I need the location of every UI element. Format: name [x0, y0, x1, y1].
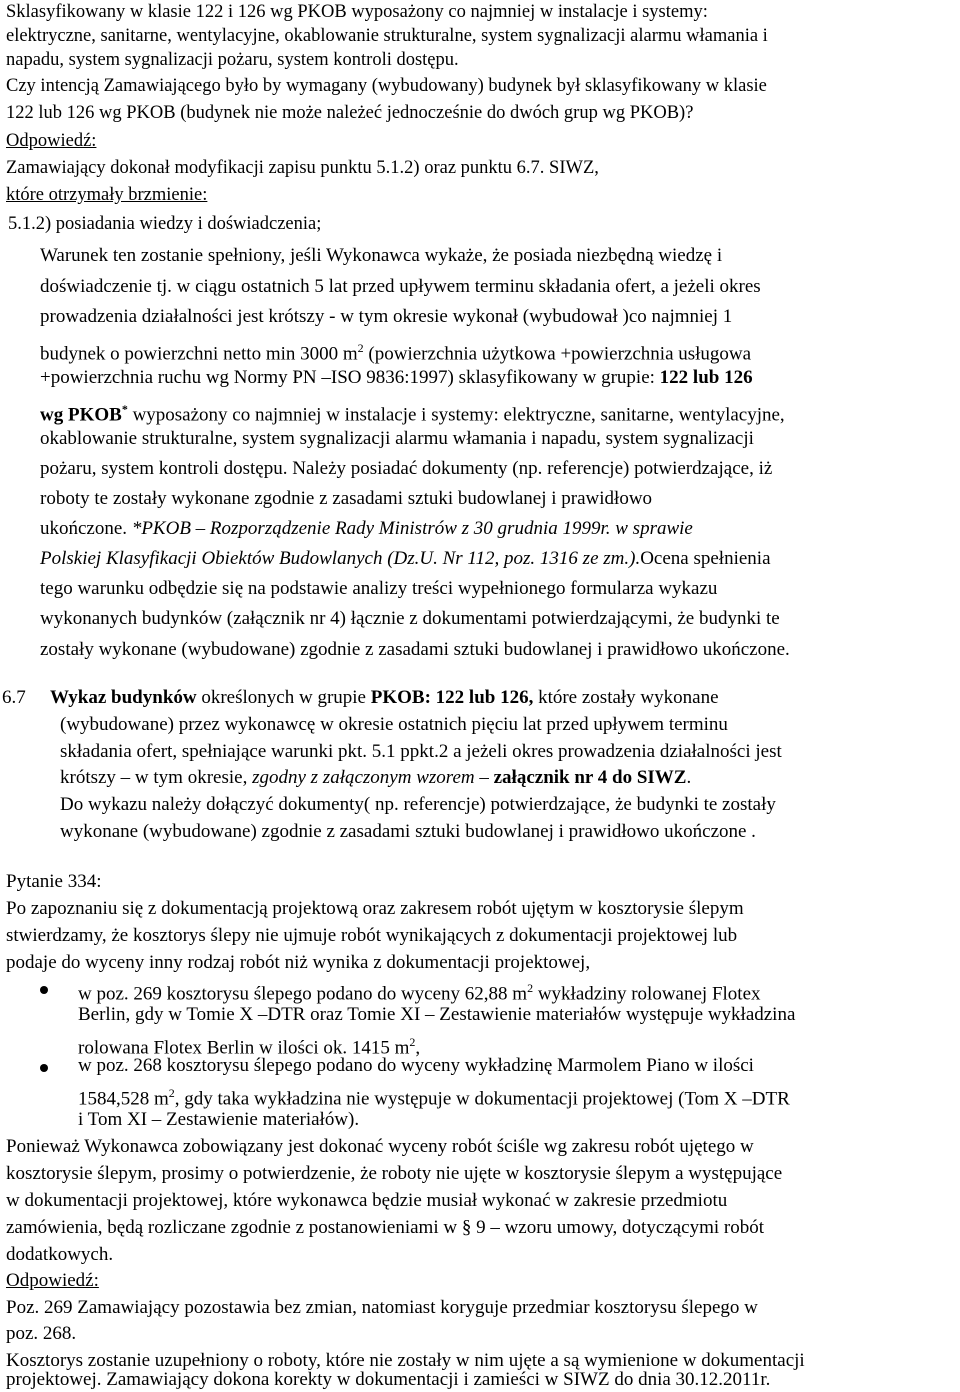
question-334-para-3: w dokumentacji projektowej, które wykonawca będzie musiał wykonać w zakresie przedmiotu	[6, 1190, 728, 1211]
answer-line-1: Zamawiający dokonał modyfikacji zapisu punktu 5.1.2) oraz punktu 6.7. SIWZ,	[6, 158, 599, 178]
answer-2-line-3: Kosztorys zostanie uzupełniony o roboty, które nie zostały w nim ujęte a są wymienione w dokumentacji	[6, 1350, 805, 1371]
bullet-2-line-1: w poz. 268 kosztorysu ślepego podano do wyceny wykładzinę Marmolem Piano w ilości	[78, 1055, 754, 1076]
answer-2-line-4: projektowej. Zamawiający dokona korekty w dokumentacji i zamieści w SIWZ do dnia 30.12.2011r.	[6, 1369, 771, 1390]
section-67-line-3: składania ofert, spełniające warunki pkt. 5.1 ppkt.2 a jeżeli okres prowadzenia działalności jest	[60, 741, 782, 762]
answer-label: Odpowiedź:	[6, 131, 97, 151]
answer-line-2: które otrzymały brzmienie:	[6, 185, 208, 205]
answer-2-line-2: poz. 268.	[6, 1323, 77, 1344]
question-334-para-1: Ponieważ Wykonawca zobowiązany jest dokonać wyceny robót ściśle wg zakresu robót ujętego w	[6, 1136, 754, 1157]
question-334-line-2: stwierdzamy, że kosztorys ślepy nie ujmuje robót wynikających z dokumentacji projektowej lub	[6, 925, 738, 946]
text-span: –	[474, 767, 494, 788]
section-512-line-7: okablowanie strukturalne, system sygnalizacji alarmu włamania i napadu, system sygnalizacji	[40, 428, 754, 449]
superscript: *	[121, 402, 128, 416]
bullet-1-line-1	[78, 976, 761, 1006]
italic-span: zgodny z załączonym wzorem	[252, 767, 475, 788]
text-span: rolowana Flotex Berlin w ilości ok. 1415 m	[78, 1037, 410, 1059]
text-span: wyposażony co najmniej w instalacje i systemy: elektryczne, sanitarne, wentylacyjne,	[127, 404, 785, 426]
section-512-line-1: Warunek ten zostanie spełniony, jeśli Wykonawca wykaże, że posiada niezbędną wiedzę i	[40, 245, 723, 266]
superscript: 2	[409, 1035, 416, 1049]
question-334-para-4: zamówienia, będą rozliczane zgodnie z postanowieniami w § 9 – wzoru umowy, dotyczącymi robót	[6, 1217, 764, 1238]
section-512-line-14: zostały wykonane (wybudowane) zgodnie z zasadami sztuki budowlanej i prawidłowo ukończone.	[40, 639, 790, 660]
bullet-icon	[40, 986, 48, 994]
section-67-line-1	[50, 686, 719, 710]
text-span: które zostały wykonane	[533, 687, 719, 708]
section-512-line-2: doświadczenie tj. w ciągu ostatnich 5 lat przed upływem terminu składania ofert, a jeżeli okres	[40, 276, 761, 297]
text-span: budynek o powierzchni netto min 3000 m	[40, 343, 358, 365]
text-span: ukończone.	[40, 518, 132, 539]
section-67-line-5: Do wykazu należy dołączyć dokumenty( np. referencje) potwierdzające, że budynki te zostały	[60, 794, 776, 815]
section-512-line-11	[40, 547, 771, 571]
text-span: w poz. 269 kosztorysu ślepego podano do wyceny 62,88 m	[78, 983, 528, 1005]
bold-span: wg PKOB	[40, 404, 122, 426]
question-334-para-5: dodatkowych.	[6, 1244, 114, 1265]
section-512-line-5	[40, 366, 753, 390]
section-67-line-6: wykonane (wybudowane) zgodnie z zasadami sztuki budowlanej i prawidłowo ukończone .	[60, 821, 756, 842]
section-67-line-2: (wybudowane) przez wykonawcę w okresie ostatnich pięciu lat przed upływem terminu	[60, 714, 728, 735]
question-line-2: 122 lub 126 wg PKOB (budynek nie może należeć jednocześnie do dwóch grup wg PKOB)?	[6, 103, 694, 123]
bold-span: PKOB: 122 lub 126,	[370, 687, 534, 708]
answer-2-label: Odpowiedź:	[6, 1270, 99, 1291]
italic-span: *PKOB – Rozporządzenie Rady Ministrów z 30 grudnia 1999r. w sprawie	[131, 518, 693, 539]
bullet-2-line-3: i Tom XI – Zestawienie materiałów).	[78, 1109, 360, 1130]
section-67-line-4	[60, 766, 691, 790]
superscript: 2	[357, 341, 364, 355]
text-span: , gdy taka wykładzina nie występuje w dokumentacji projektowej (Tom X –DTR	[174, 1088, 790, 1110]
question-334-title: Pytanie 334:	[6, 871, 102, 892]
section-67-number: 6.7	[2, 687, 26, 708]
question-line-1: Czy intencją Zamawiającego było by wymagany (wybudowany) budynek był sklasyfikowany w klasie	[6, 76, 767, 96]
bold-span: załącznik nr 4 do SIWZ	[493, 767, 687, 788]
superscript: 2	[168, 1086, 175, 1100]
text-span: (powierzchnia użytkowa +powierzchnia usługowa	[363, 343, 752, 365]
text-span: ,	[415, 1037, 421, 1059]
section-512-line-3: prowadzenia działalności jest krótszy - w tym okresie wykonał (wybudował )co najmniej 1	[40, 306, 733, 327]
bullet-icon	[40, 1064, 48, 1072]
italic-span: Polskiej Klasyfikacji Obiektów Budowlanych (Dz.U. Nr 112, poz. 1316 ze zm.).	[40, 548, 641, 569]
section-512-line-6	[40, 397, 785, 427]
bullet-1-line-2: Berlin, gdy w Tomie X –DTR oraz Tomie XI – Zestawienie materiałów występuje wykładzina	[78, 1004, 796, 1025]
section-512-line-13: wykonanych budynków (załącznik nr 4) łącznie z dokumentami potwierdzającymi, że budynki te	[40, 608, 780, 629]
text-span: +powierzchnia ruchu wg Normy PN –ISO 9836:1997) sklasyfikowany w grupie:	[40, 367, 660, 388]
bold-span: 122 lub 126	[659, 367, 753, 388]
question-334-para-2: kosztorysie ślepym, prosimy o potwierdzenie, że roboty nie ujęte w kosztorysie ślepym a występujące	[6, 1163, 783, 1184]
text-span: .	[686, 767, 692, 788]
text-span: Ocena spełnienia	[640, 548, 771, 569]
question-334-line-1: Po zapoznaniu się z dokumentacją projektową oraz zakresem robót ujętym w kosztorysie ślepym	[6, 898, 744, 919]
text-span: 1584,528 m	[78, 1088, 169, 1110]
text-span: krótszy – w tym okresie,	[60, 767, 253, 788]
section-512-line-4	[40, 336, 751, 366]
section-512-line-12: tego warunku odbędzie się na podstawie analizy treści wypełnionego formularza wykazu	[40, 578, 718, 599]
bold-span: Wykaz budynków	[50, 687, 197, 708]
question-334-line-3: podaje do wyceny inny rodzaj robót niż wynika z dokumentacji projektowej,	[6, 952, 591, 973]
text-span: określonych w grupie	[196, 687, 371, 708]
section-512-heading: 5.1.2) posiadania wiedzy i doświadczenia;	[8, 214, 322, 234]
intro-line-2: elektryczne, sanitarne, wentylacyjne, okablowanie strukturalne, system sygnalizacji alarmu włamania i	[6, 26, 768, 46]
superscript: 2	[527, 981, 534, 995]
intro-line-3: napadu, system sygnalizacji pożaru, system kontroli dostępu.	[6, 50, 459, 70]
intro-line-1: Sklasyfikowany w klasie 122 i 126 wg PKOB wyposażony co najmniej w instalacje i systemy:	[6, 2, 708, 22]
section-512-line-9: roboty te zostały wykonane zgodnie z zasadami sztuki budowlanej i prawidłowo	[40, 488, 653, 509]
section-512-line-10	[40, 517, 693, 541]
text-span: wykładziny rolowanej Flotex	[533, 983, 761, 1005]
section-512-line-8: pożaru, system kontroli dostępu. Należy posiadać dokumenty (np. referencje) potwierdzające, iż	[40, 458, 773, 479]
bullet-2-line-2	[78, 1081, 790, 1111]
answer-2-line-1: Poz. 269 Zamawiający pozostawia bez zmian, natomiast koryguje przedmiar kosztorysu ślepego w	[6, 1297, 758, 1318]
